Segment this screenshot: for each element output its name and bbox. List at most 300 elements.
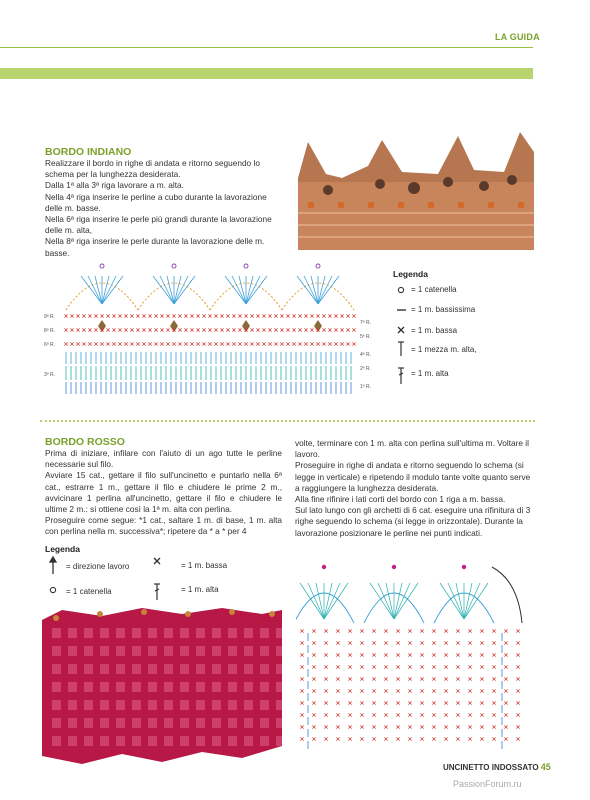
cross-mark (456, 629, 459, 632)
cross-mark (468, 677, 471, 680)
cross-mark (348, 653, 351, 656)
cross-mark (76, 314, 79, 317)
cross-mark (516, 653, 519, 656)
cross-mark (262, 328, 265, 331)
cross-mark (184, 314, 187, 317)
rosso-legend-item: = 1 catenella (66, 587, 112, 596)
mesh-hole (84, 682, 93, 692)
cross-mark (304, 328, 307, 331)
cross-mark (360, 653, 363, 656)
cross-mark (226, 342, 229, 345)
cross-mark (178, 342, 181, 345)
mesh-hole (132, 664, 141, 674)
orange-border-photo (298, 122, 534, 250)
cross-mark (432, 689, 435, 692)
mesh-hole (164, 700, 173, 710)
mesh-hole (68, 736, 77, 746)
rosso-legend-item: = direzione lavoro (66, 562, 130, 571)
rosso-legend-symbols-left (48, 556, 60, 596)
cross-mark (444, 665, 447, 668)
cross-mark (408, 689, 411, 692)
stitch-mark (304, 276, 318, 304)
indiano-p5: Nella 8ª riga inserire le perle durante la lavorazione delle m. basse. (45, 236, 265, 258)
cross-mark (352, 314, 355, 317)
cross-mark (336, 629, 339, 632)
cross-mark (324, 665, 327, 668)
mesh-hole (228, 736, 237, 746)
cross-mark (172, 342, 175, 345)
cross-mark (348, 701, 351, 704)
cross-mark (244, 342, 247, 345)
single-crochet-symbol-icon (398, 327, 404, 333)
cross-mark (432, 677, 435, 680)
cross-mark (196, 328, 199, 331)
cross-mark (312, 689, 315, 692)
indiano-legend-item: = 1 m. bassa (411, 326, 458, 335)
cross-mark (372, 701, 375, 704)
cross-mark (516, 641, 519, 644)
cross-mark (238, 314, 241, 317)
mesh-hole (84, 664, 93, 674)
cross-mark (516, 689, 519, 692)
cross-mark (300, 737, 303, 740)
mesh-hole (148, 700, 157, 710)
cross-mark (324, 701, 327, 704)
cross-mark (444, 713, 447, 716)
cross-mark (420, 641, 423, 644)
cross-mark (420, 701, 423, 704)
row-label-left: 3ª R. (44, 372, 56, 378)
watermark: PassionForum.ru (453, 779, 522, 789)
mesh-hole (52, 628, 61, 638)
mesh-hole (212, 700, 221, 710)
mesh-hole (196, 646, 205, 656)
chain-symbol-icon (398, 287, 403, 292)
cross-mark (348, 737, 351, 740)
cross-mark (336, 689, 339, 692)
mesh-hole (164, 646, 173, 656)
stitch-mark (394, 583, 410, 619)
mesh-hole (68, 646, 77, 656)
cross-mark (456, 725, 459, 728)
footer (443, 762, 551, 772)
red-border-photo (42, 606, 282, 776)
cross-mark (166, 314, 169, 317)
mesh-hole (244, 700, 253, 710)
mesh-hole (132, 736, 141, 746)
cross-mark (444, 677, 447, 680)
stitch-mark (448, 583, 464, 619)
cross-mark (82, 342, 85, 345)
cross-mark (94, 342, 97, 345)
cross-mark (148, 314, 151, 317)
cross-mark (396, 713, 399, 716)
cross-mark (312, 737, 315, 740)
cross-mark (456, 665, 459, 668)
cross-mark (492, 701, 495, 704)
indiano-legend-title: Legenda (393, 269, 428, 279)
cross-mark (112, 342, 115, 345)
cross-mark (336, 701, 339, 704)
stitch-mark (394, 583, 418, 619)
cross-mark (444, 689, 447, 692)
cross-mark (432, 701, 435, 704)
cross-mark (336, 725, 339, 728)
cross-mark (480, 629, 483, 632)
cross-mark (420, 677, 423, 680)
cross-mark (312, 629, 315, 632)
cross-mark (480, 641, 483, 644)
cross-mark (226, 314, 229, 317)
cross-mark (504, 641, 507, 644)
cross-mark (208, 342, 211, 345)
mesh-hole (180, 700, 189, 710)
cross-mark (312, 641, 315, 644)
stitch-mark (318, 276, 332, 304)
cross-mark (300, 677, 303, 680)
mesh-hole (52, 646, 61, 656)
cross-mark (456, 701, 459, 704)
mesh-hole (100, 682, 109, 692)
mesh-hole (116, 700, 125, 710)
cross-mark (336, 665, 339, 668)
mesh-hole (244, 682, 253, 692)
stitch-mark (324, 583, 340, 619)
cross-mark (360, 713, 363, 716)
cross-mark (322, 314, 325, 317)
mesh-hole (212, 718, 221, 728)
cross-mark (148, 328, 151, 331)
cross-mark (214, 342, 217, 345)
cross-mark (360, 677, 363, 680)
indiano-title: BORDO INDIANO (45, 146, 132, 158)
mesh-hole (180, 682, 189, 692)
cross-mark (348, 689, 351, 692)
cross-mark (334, 342, 337, 345)
cross-mark (250, 314, 253, 317)
section-label: LA GUIDA (495, 32, 540, 42)
cross-mark (468, 665, 471, 668)
cross-mark (300, 713, 303, 716)
row-label-left: 6ª R. (44, 342, 56, 348)
chain-symbol-icon (50, 587, 55, 592)
cross-mark (408, 653, 411, 656)
mesh-hole (116, 628, 125, 638)
cross-mark (190, 328, 193, 331)
mesh-hole (116, 646, 125, 656)
rosso-legend-symbols-right (152, 556, 164, 602)
cross-mark (280, 328, 283, 331)
cross-mark (262, 314, 265, 317)
mesh-hole (116, 736, 125, 746)
mesh-hole (244, 718, 253, 728)
cross-mark (516, 725, 519, 728)
indiano-legend-item: = 1 catenella (411, 285, 457, 294)
mesh-hole (180, 628, 189, 638)
cross-mark (238, 342, 241, 345)
cross-mark (100, 342, 103, 345)
cross-mark (408, 629, 411, 632)
row-label-left: 8ª R. (44, 328, 56, 334)
cross-mark (432, 653, 435, 656)
cross-mark (468, 713, 471, 716)
cross-mark (232, 342, 235, 345)
cross-mark (300, 725, 303, 728)
cross-mark (190, 314, 193, 317)
mesh-hole (276, 700, 282, 710)
mesh-hole (132, 700, 141, 710)
mesh-hole (100, 628, 109, 638)
mesh-hole (228, 682, 237, 692)
mesh-hole (244, 736, 253, 746)
cross-mark (300, 665, 303, 668)
mesh-hole (84, 736, 93, 746)
cross-mark (432, 665, 435, 668)
cross-mark (516, 629, 519, 632)
cross-mark (256, 328, 259, 331)
mesh-hole (180, 718, 189, 728)
cross-mark (420, 629, 423, 632)
cross-mark (154, 314, 157, 317)
stitch-mark (160, 276, 174, 304)
stitch-mark (324, 583, 348, 619)
cross-mark (214, 328, 217, 331)
cross-mark (372, 653, 375, 656)
cross-mark (118, 342, 121, 345)
cross-mark (340, 328, 343, 331)
cross-mark (262, 342, 265, 345)
cross-mark (480, 737, 483, 740)
mesh-hole (276, 646, 282, 656)
cross-mark (372, 713, 375, 716)
cross-mark (492, 641, 495, 644)
mesh-hole (100, 664, 109, 674)
cross-mark (372, 677, 375, 680)
cross-mark (372, 665, 375, 668)
cross-mark (360, 665, 363, 668)
cross-mark (396, 629, 399, 632)
mesh-hole (100, 718, 109, 728)
cross-mark (432, 641, 435, 644)
cross-mark (124, 342, 127, 345)
rosso-legend-title: Legenda (45, 544, 80, 554)
mesh-hole (196, 628, 205, 638)
cross-mark (292, 314, 295, 317)
mesh-hole (68, 700, 77, 710)
cross-mark (292, 328, 295, 331)
chain-mark (172, 264, 176, 268)
cross-mark (250, 328, 253, 331)
mesh-hole (212, 736, 221, 746)
cross-mark (280, 314, 283, 317)
cross-mark (346, 314, 349, 317)
cross-mark (492, 725, 495, 728)
cross-mark (160, 314, 163, 317)
cross-mark (480, 713, 483, 716)
cross-mark (372, 737, 375, 740)
mesh-hole (52, 700, 61, 710)
cross-mark (268, 328, 271, 331)
cross-mark (142, 342, 145, 345)
cross-mark (232, 314, 235, 317)
cross-mark (336, 677, 339, 680)
cross-mark (432, 629, 435, 632)
cross-mark (300, 701, 303, 704)
rosso-text-col1 (45, 448, 282, 538)
cross-mark (106, 328, 109, 331)
mesh-hole (132, 682, 141, 692)
mesh-hole (212, 628, 221, 638)
indiano-chart (38, 260, 378, 400)
cross-mark (76, 328, 79, 331)
cross-mark (504, 677, 507, 680)
cross-mark (64, 314, 67, 317)
cross-mark (360, 641, 363, 644)
cross-mark (384, 701, 387, 704)
cross-mark (468, 629, 471, 632)
cross-mark (324, 689, 327, 692)
cross-mark (300, 689, 303, 692)
mesh-hole (260, 718, 269, 728)
cross-mark (154, 342, 157, 345)
cross-mark (480, 701, 483, 704)
stitch-mark (308, 583, 324, 619)
cross-mark (504, 653, 507, 656)
mesh-hole (228, 718, 237, 728)
cross-mark (310, 342, 313, 345)
cross-mark (396, 653, 399, 656)
cross-mark (336, 653, 339, 656)
cross-mark (64, 328, 67, 331)
mesh-hole (116, 718, 125, 728)
cross-mark (480, 665, 483, 668)
cross-mark (154, 328, 157, 331)
mesh-hole (116, 682, 125, 692)
cross-mark (504, 737, 507, 740)
half-double-symbol-icon (398, 342, 404, 356)
mesh-hole (68, 718, 77, 728)
cross-mark (334, 314, 337, 317)
mesh-hole (132, 628, 141, 638)
cross-mark (324, 677, 327, 680)
cross-mark (322, 342, 325, 345)
cross-mark (352, 342, 355, 345)
cross-mark (396, 677, 399, 680)
cross-mark (408, 725, 411, 728)
row-label-right: 1ª R. (360, 384, 372, 390)
cross-mark (456, 689, 459, 692)
cross-mark (340, 342, 343, 345)
cross-mark (160, 342, 163, 345)
cross-mark (202, 342, 205, 345)
cross-mark (130, 342, 133, 345)
cross-mark (136, 342, 139, 345)
cross-mark (142, 314, 145, 317)
mesh-hole (212, 682, 221, 692)
cross-mark (328, 342, 331, 345)
cross-mark (76, 342, 79, 345)
cross-mark (220, 328, 223, 331)
cross-mark (274, 342, 277, 345)
cross-mark (324, 713, 327, 716)
mesh-hole (276, 628, 282, 638)
cross-mark (286, 314, 289, 317)
cross-mark (286, 328, 289, 331)
mesh-hole (244, 664, 253, 674)
cross-mark (348, 725, 351, 728)
cross-mark (184, 328, 187, 331)
rosso-text-col2 (295, 438, 535, 539)
mesh-hole (116, 664, 125, 674)
mesh-hole (180, 736, 189, 746)
cross-mark (250, 342, 253, 345)
chain-mark (100, 264, 104, 268)
chain-mark (244, 264, 248, 268)
indiano-p2: Dalla 1ª alla 3ª riga lavorare a m. alta. (45, 180, 184, 191)
cross-mark (312, 665, 315, 668)
cross-mark (456, 677, 459, 680)
cross-mark (94, 328, 97, 331)
cross-mark (360, 689, 363, 692)
mesh-hole (260, 664, 269, 674)
mesh-hole (260, 646, 269, 656)
cross-mark (160, 328, 163, 331)
mesh-hole (148, 736, 157, 746)
cross-mark (480, 653, 483, 656)
mesh-hole (132, 646, 141, 656)
cross-mark (384, 653, 387, 656)
cross-mark (268, 314, 271, 317)
cross-mark (310, 314, 313, 317)
mesh-hole (52, 718, 61, 728)
bead-mark (322, 565, 326, 569)
cross-mark (124, 328, 127, 331)
cross-mark (238, 328, 241, 331)
direction-arrow (492, 567, 522, 623)
cross-mark (178, 328, 181, 331)
cross-mark (360, 737, 363, 740)
cross-mark (372, 689, 375, 692)
cross-mark (346, 342, 349, 345)
cross-mark (324, 641, 327, 644)
stitch-mark (174, 276, 188, 304)
cross-mark (304, 314, 307, 317)
cross-mark (136, 328, 139, 331)
mesh-hole (148, 628, 157, 638)
mesh-hole (84, 718, 93, 728)
rosso-p6: Alla fine rifinire i lati corti del bordo con 1 riga a m. bassa. (295, 494, 506, 505)
cross-mark (316, 342, 319, 345)
cross-mark (444, 725, 447, 728)
mesh-hole (244, 628, 253, 638)
cross-mark (384, 665, 387, 668)
cross-mark (408, 665, 411, 668)
header-rule (0, 47, 533, 48)
bead-mark (392, 565, 396, 569)
mesh-hole (244, 646, 253, 656)
cross-mark (444, 629, 447, 632)
rosso-chart (296, 553, 532, 753)
cross-mark (298, 314, 301, 317)
cross-mark (396, 689, 399, 692)
cross-mark (348, 677, 351, 680)
stitch-mark (370, 583, 394, 619)
cross-mark (492, 737, 495, 740)
cross-mark (118, 314, 121, 317)
mesh-hole (196, 718, 205, 728)
cross-mark (220, 314, 223, 317)
mesh-hole (180, 646, 189, 656)
